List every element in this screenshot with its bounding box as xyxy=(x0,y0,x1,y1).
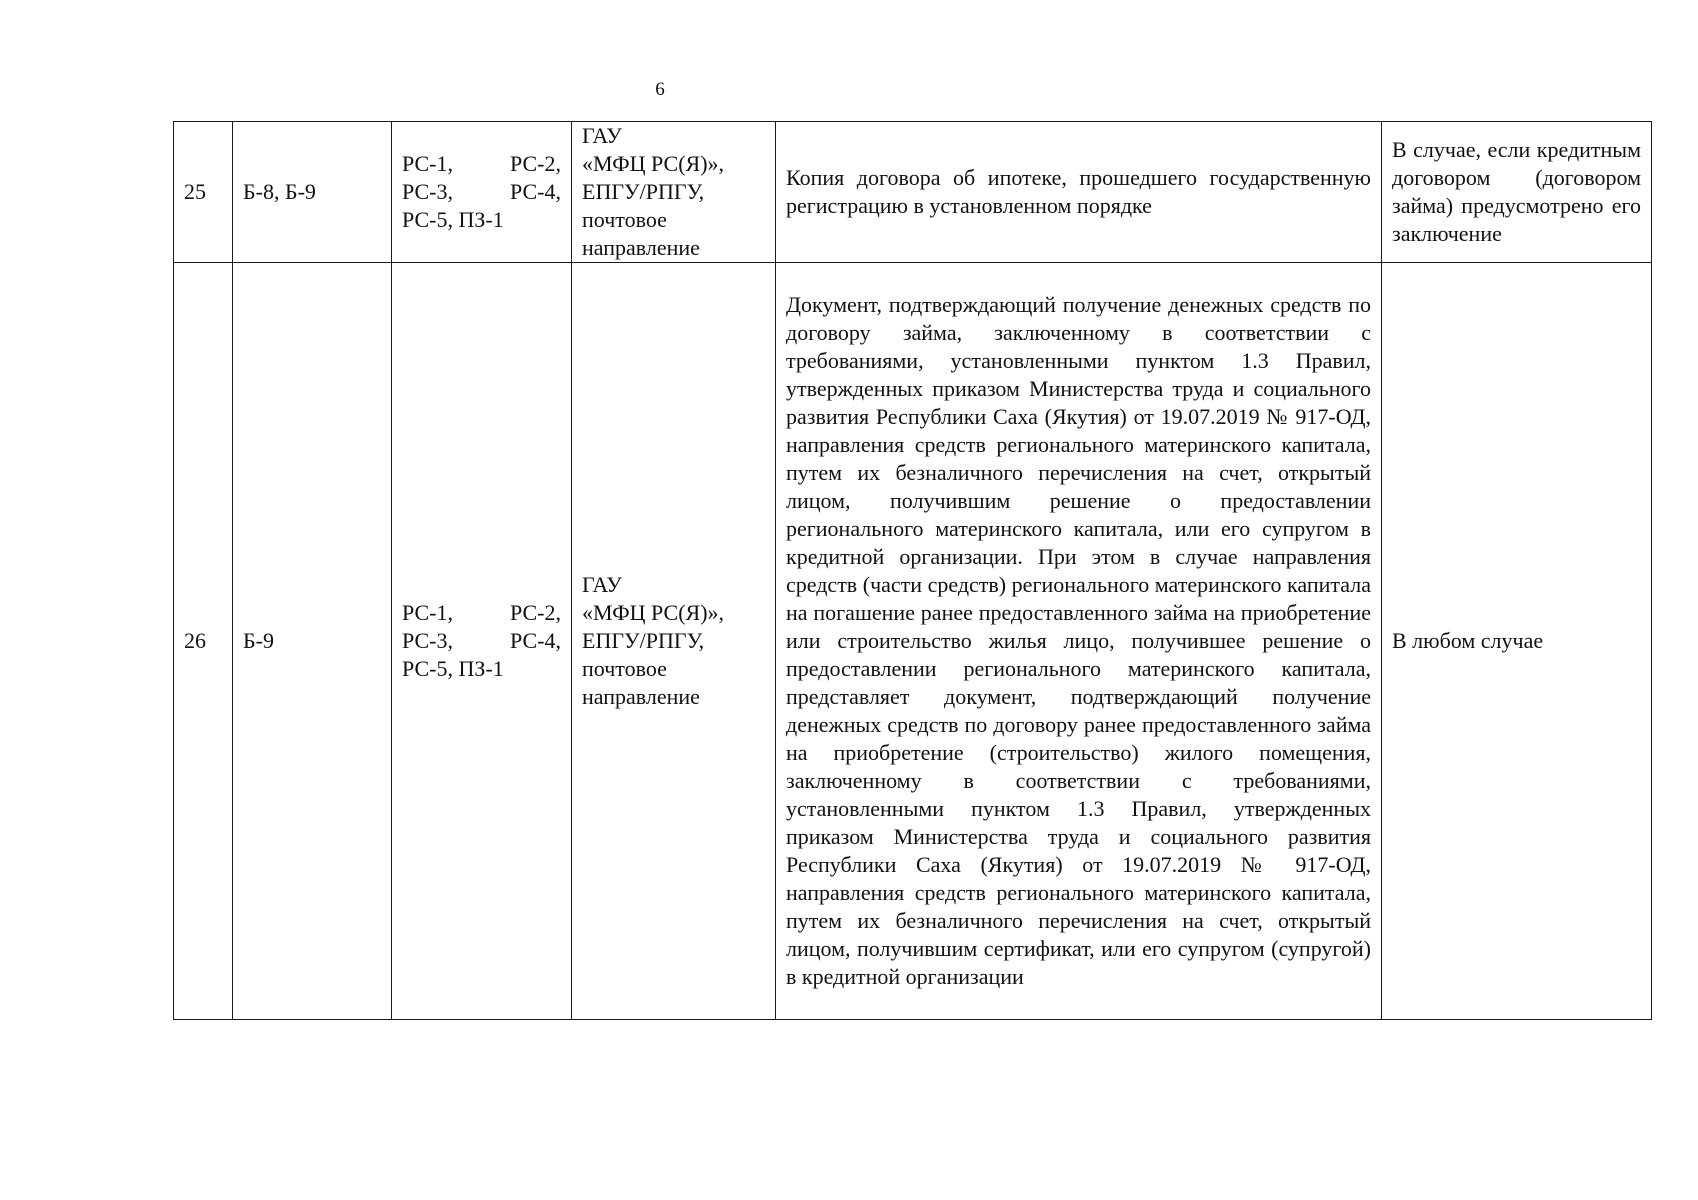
channels-cell: ГАУ «МФЦ РС(Я)», ЕПГУ/РПГУ, почтовое направление xyxy=(572,263,776,1020)
categories-cell: РС-1, РС-2, РС-3, РС-4, РС-5, ПЗ-1 xyxy=(392,122,572,263)
condition-cell: В случае, если кредитным договором (договором займа) предусмотрено его заключение xyxy=(1382,122,1652,263)
row-number-cell: 26 xyxy=(174,263,233,1020)
codes-cell: Б-8, Б-9 xyxy=(233,122,392,263)
documents-table xyxy=(173,121,1652,1020)
table-row xyxy=(174,263,1652,1020)
row-number-cell: 25 xyxy=(174,122,233,263)
condition-cell: В любом случае xyxy=(1382,263,1652,1020)
table-row xyxy=(174,122,1652,263)
codes-cell: Б-9 xyxy=(233,263,392,1020)
categories-cell: РС-1, РС-2, РС-3, РС-4, РС-5, ПЗ-1 xyxy=(392,263,572,1020)
document-cell: Копия договора об ипотеке, прошедшего государственную регистрацию в установленном порядке xyxy=(776,122,1382,263)
channels-cell: ГАУ «МФЦ РС(Я)», ЕПГУ/РПГУ, почтовое направление xyxy=(572,122,776,263)
document-cell: Документ, подтверждающий получение денежных средств по договору займа, заключенному в соответствии с требованиями, установленными пунктом 1.3 Правил, утвержденных приказом Министерства труда и социального развития Республики Саха (Якутия) от 19.07.2019 № 917-ОД, направления средств регионального материнского капитала, путем их безналичного перечисления на счет, открытый лицом, получившим решение о предоставлении регионального материнского капитала, или его супругом в кредитной организации. При этом в случае направления средств (части средств) регионального материнского капитала на погашение ранее предоставленного займа на приобретение или строительство жилья лицо, получившее решение о предоставлении регионального материнского капитала, представляет документ, подтверждающий получение денежных средств по договору ранее предоставленного займа на приобретение (строительство) жилого помещения, заключенному в соответствии с требованиями, установленными пунктом 1.3 Правил, утвержденных приказом Министерства труда и социального развития Республики Саха (Якутия) от 19.07.2019 № 917-ОД, направления средств регионального материнского капитала, путем их безналичного перечисления на счет, открытый лицом, получившим сертификат, или его супругом (супругой) в кредитной организации xyxy=(776,263,1382,1020)
page-number: 6 xyxy=(655,79,665,100)
